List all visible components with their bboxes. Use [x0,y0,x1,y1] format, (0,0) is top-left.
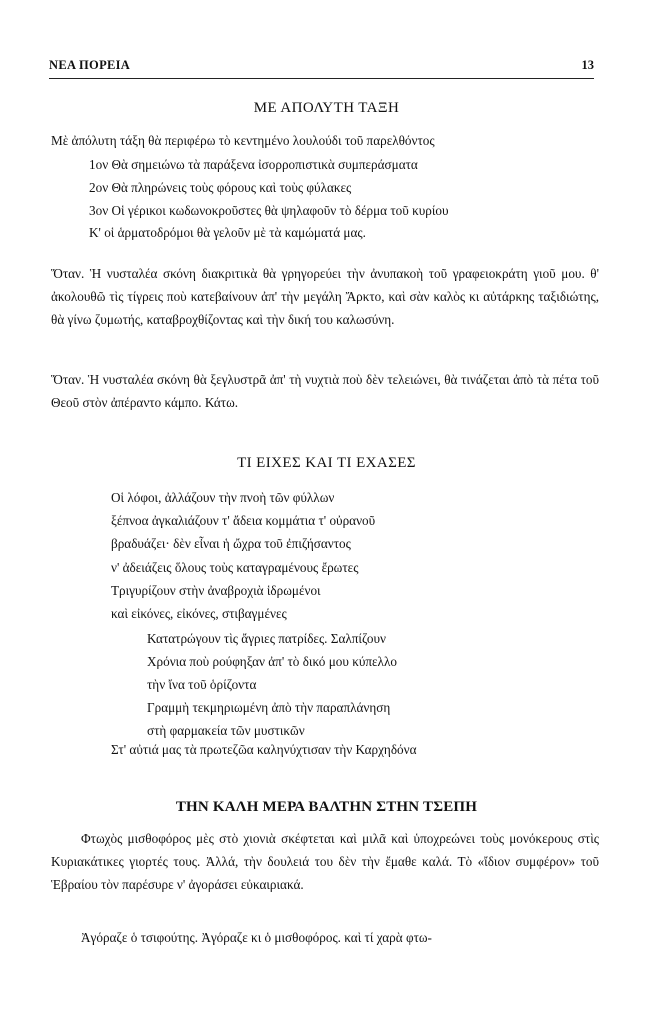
prose-title: ΤΗΝ ΚΑΛΗ ΜΕΡΑ ΒΑΛΤΗΝ ΣΤΗΝ ΤΣΕΠΗ [175,799,478,815]
poem2-line: ν' ἀδειάζεις ὅλους τοὺς καταγραμένους ἔρωτες [111,560,359,575]
poem1-line: 3ον Οἱ γέρικοι κωδωνοκροῦστες θὰ ψηλαφοῦν τὸ δέρμα τοῦ κυρίου [89,203,449,218]
page-number: 13 [581,58,594,72]
poem2-closing-line: Στ' αὐτιά μας τὰ πρωτεζῶα καληνύχτισαν τὴν Καρχηδόνα [111,742,417,757]
poem2-indented-line: Κατατρώγουν τὶς ἄγριες πατρίδες. Σαλπίζουν [147,631,387,646]
poem1-line: Κ' οἱ ἁρματοδρόμοι θὰ γελοῦν μὲ τὰ καμώματά μας. [89,225,366,240]
poem1-paragraph: Ὅταν. Ἡ νυσταλέα σκόνη διακριτικὰ θὰ γρηγορεύει τὴν ἀνυπακοὴ τοῦ γραφειοκράτη γιοῦ μου. θ' ἀκολουθῶ τὶς τίγρεις ποὺ κατεβαίνουν ἀπ' τὴν μεγάλη Ἄρκτο, καὶ σὰν καλὸς κι αὐτάρκης ταξιδιώτης, θὰ γίνω ζυμωτής, καταβροχθίζοντας καὶ τὴν δική του καλωσύνη. [51,266,599,327]
prose-paragraph: Ἀγόραζε ὁ τσιφούτης. Ἀγόραζε κι ὁ μισθοφόρος. καὶ τί χαρὰ φτω- [81,930,432,945]
poem2-indented-line: Χρόνια ποὺ ρούφηξαν ἀπ' τὸ δικό μου κύπελλο [147,654,397,669]
poem2-indented-line: Γραμμὴ τεκμηριωμένη ἀπὸ τὴν παραπλάνηση [147,700,391,715]
poem1-title: ΜΕ ΑΠΟΛΥΤΗ ΤΑΞΗ [253,100,400,116]
poem2-line: βραδυάζει· δὲν εἶναι ἡ ὤχρα τοῦ ἐπιζήσαντος [111,536,351,551]
poem2-line: ξέπνοα ἀγκαλιάζουν τ' ἄδεια κομμάτια τ' οὐρανοῦ [111,513,376,528]
poem2-title: ΤΙ ΕΙΧΕΣ ΚΑΙ ΤΙ ΕΧΑΣΕΣ [237,455,416,471]
poem2-line: καὶ εἰκόνες, εἰκόνες, στιβαγμένες [111,606,287,621]
journal-title: ΝΕΑ ΠΟΡΕΙΑ [49,58,131,72]
poem1-line: 1ον Θὰ σημειώνω τὰ παράξενα ἰσορροπιστικὰ συμπεράσματα [89,157,418,172]
poem2-line: Οἱ λόφοι, ἀλλάζουν τὴν πνοὴ τῶν φύλλων [111,490,335,505]
poem2-indented-line: στὴ φαρμακεία τῶν μυστικῶν [147,723,305,738]
poem1-line: Μὲ ἀπόλυτη τάξη θὰ περιφέρω τὸ κεντημένο λουλούδι τοῦ παρελθόντος [51,133,435,148]
poem2-line: Τριγυρίζουν στὴν ἀναβροχιὰ ἱδρωμένοι [111,583,321,598]
poem1-line: 2ον Θὰ πληρώνεις τοὺς φόρους καὶ τοὺς φύλακες [89,180,352,195]
prose-paragraph: Φτωχὸς μισθοφόρος μὲς στὸ χιονιὰ σκέφτεται καὶ μιλᾶ καὶ ὑποχρεώνει τοὺς μονόκερους στὶς Κυριακάτικες γιορτές τους. Ἀλλά, τὴν δουλειά του δὲν τὴν ἔμαθε καλά. Τὸ «ἴδιον συμφέρον» τοῦ Ἑβραίου τὸν παρέσυρε ν' ἀγοράσει εὐκαιριακά. [51,831,599,892]
running-header [49,58,594,79]
poem2-indented-line: τὴν ἴνα τοῦ ὁρίζοντα [147,677,257,692]
poem1-paragraph: Ὅταν. Ἡ νυσταλέα σκόνη θὰ ξεγλυστρᾶ ἀπ' τὴ νυχτιὰ ποὺ δὲν τελειώνει, θὰ τινάζεται ἀπὸ τὰ πέτα τοῦ Θεοῦ στὸν ἀπέραντο κάμπο. Κάτω. [51,372,599,410]
